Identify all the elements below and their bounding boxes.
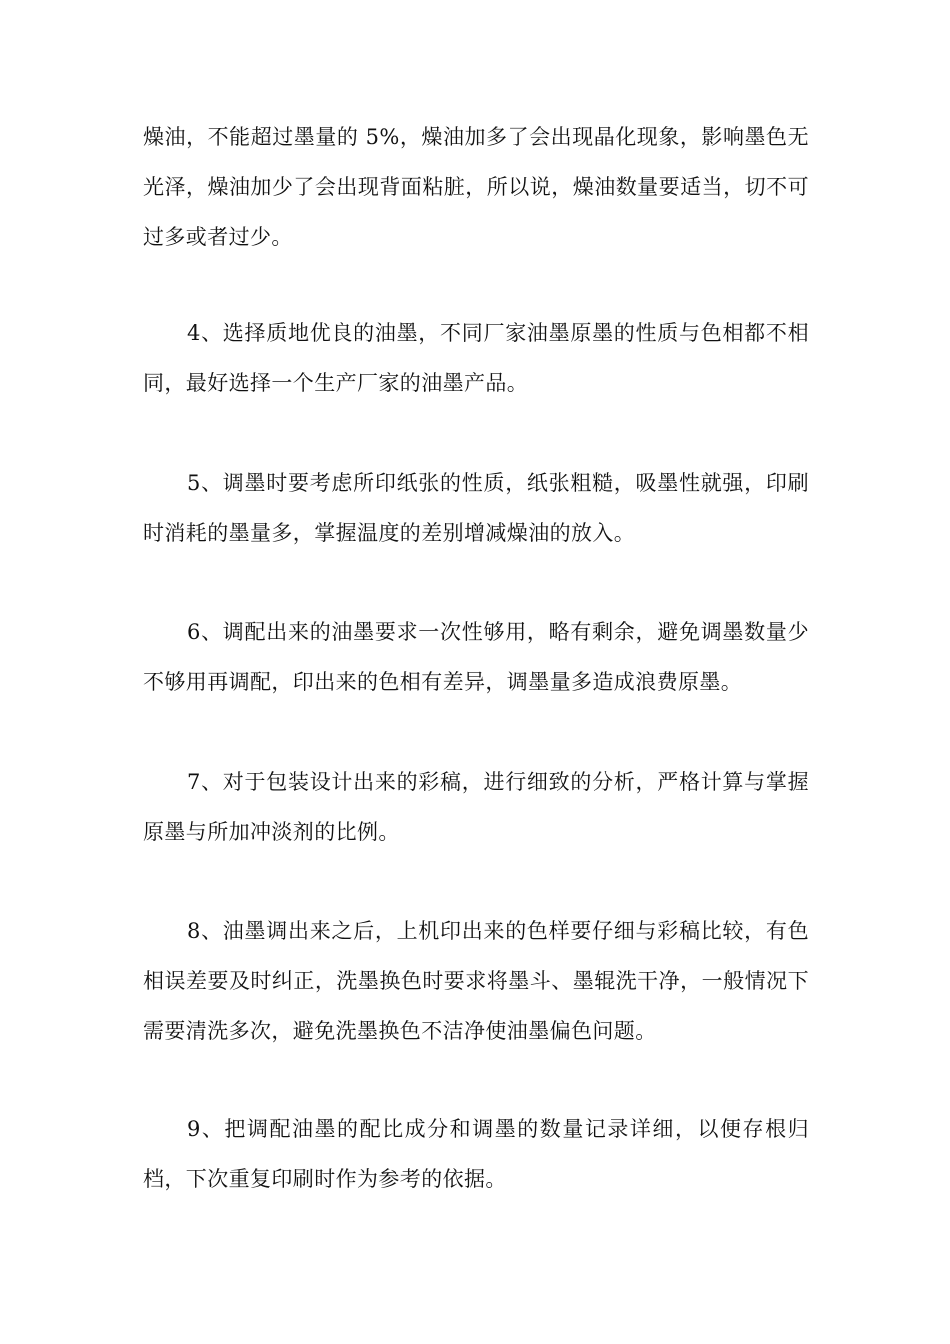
paragraph-item-7: 7、对于包装设计出来的彩稿，进行细致的分析，严格计算与掌握原墨与所加冲淡剂的比例。	[143, 770, 809, 844]
paragraph-item-5: 5、调墨时要考虑所印纸张的性质，纸张粗糙，吸墨性就强，印刷时消耗的墨量多，掌握温度的差别增减燥油的放入。	[143, 471, 809, 545]
paragraph-item-6: 6、调配出来的油墨要求一次性够用，略有剩余，避免调墨数量少不够用再调配，印出来的色相有差异，调墨量多造成浪费原墨。	[143, 620, 809, 694]
paragraph-item-9: 9、把调配油墨的配比成分和调墨的数量记录详细，以便存根归档，下次重复印刷时作为参考的依据。	[143, 1117, 809, 1191]
paragraph-continued: 燥油，不能超过墨量的 5%，燥油加多了会出现晶化现象，影响墨色无光泽，燥油加少了会出现背面粘脏，所以说，燥油数量要适当，切不可过多或者过少。	[143, 125, 809, 249]
paragraph-item-4: 4、选择质地优良的油墨，不同厂家油墨原墨的性质与色相都不相同，最好选择一个生产厂家的油墨产品。	[143, 321, 809, 395]
paragraph-item-8: 8、油墨调出来之后，上机印出来的色样要仔细与彩稿比较，有色相误差要及时纠正，洗墨换色时要求将墨斗、墨辊洗干净，一般情况下需要清洗多次，避免洗墨换色不洁净使油墨偏色问题。	[143, 919, 809, 1043]
